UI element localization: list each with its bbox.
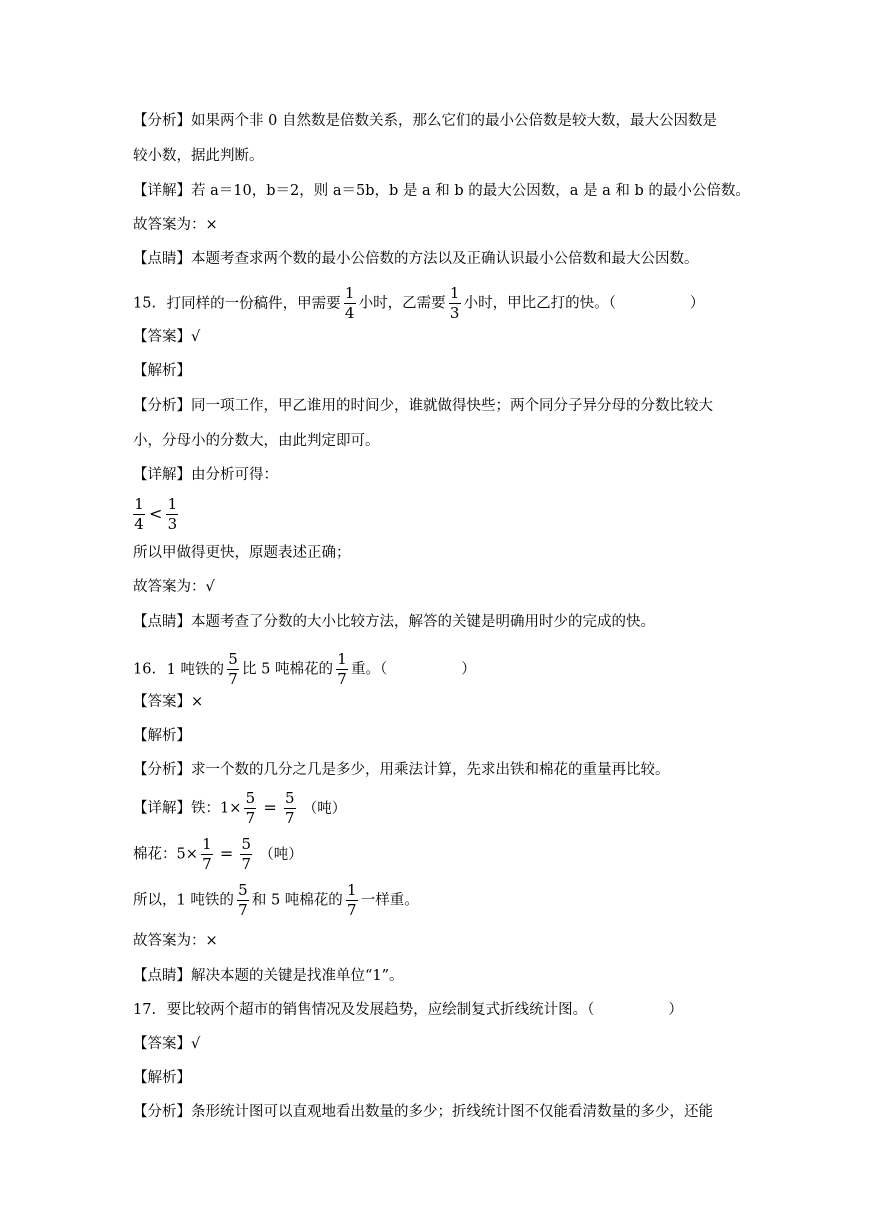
cotton-prefix: 棉花：5× [133, 846, 198, 863]
question-text: 小时，甲比乙打的快。（ [463, 295, 616, 312]
fraction-five-sevenths: $\frac{5}{7}$ [228, 650, 238, 688]
fraction-one-quarter: $\frac{1}{4}$ [344, 284, 355, 322]
analysis-text: 求一个数的几分之几是多少，用乘法计算，先求出铁和棉花的重量再比较。 [191, 762, 670, 778]
analysis-text: 同一项工作，甲乙谁用的时间少，谁就做得快些；两个同分子异分母的分数比较大 [191, 398, 713, 414]
q15-analysis-line-2 [133, 431, 380, 451]
answer-value: √ [191, 329, 201, 345]
question-number: 17. [133, 1002, 157, 1018]
close-paren: ） [461, 661, 476, 678]
q14-conclusion: 故答案为：× [133, 217, 218, 233]
answer-value: × [191, 694, 204, 710]
q15-comparison [133, 496, 181, 533]
q14-detail-line [133, 181, 750, 201]
q16-answer-line [133, 692, 203, 712]
q15-question [133, 285, 704, 322]
q17-jiexi: 【解析】 [133, 1070, 191, 1086]
q14-analysis-line-1 [133, 111, 717, 131]
q14-analysis-line-2 [133, 146, 264, 166]
question-text: 要比较两个超市的销售情况及发展趋势，应绘制复式折线统计图。（ [166, 1002, 595, 1018]
q17-answer-line [133, 1034, 200, 1054]
fraction-one-seventh: $\frac{1}{7}$ [202, 835, 212, 873]
so-text: 和 5 吨棉花的 [251, 892, 343, 909]
comment-tag: 【点睛】 [133, 251, 191, 267]
q16-jiexi: 【解析】 [133, 728, 191, 744]
unit-text: （吨） [302, 800, 347, 817]
analysis-tag: 【分析】 [133, 762, 191, 778]
analysis-tag: 【分析】 [133, 1104, 191, 1120]
equals-sign: = [219, 843, 234, 863]
question-text: 打同样的一份稿件，甲需要 [166, 295, 341, 312]
fraction-five-sevenths: $\frac{5}{7}$ [241, 835, 252, 873]
less-than-sign: < [149, 503, 163, 523]
comment-text: 解决本题的关键是找准单位“1”。 [191, 968, 404, 984]
detail-text: 若 a＝10，b＝2，则 a＝5b，b 是 a 和 b 的最大公因数，a 是 a 和 b 的最小公倍数。 [191, 183, 750, 199]
close-paren: ） [668, 1002, 683, 1018]
so-text: 所以，1 吨铁的 [133, 892, 234, 909]
detail-tag: 【详解】 [133, 183, 191, 199]
q15-so-line: 所以甲做得更快，原题表述正确； [133, 545, 351, 561]
analysis-text: 如果两个非 0 自然数是倍数关系，那么它们的最小公倍数是较大数，最大公因数是 [191, 113, 717, 129]
q15-analysis-line-1 [133, 396, 713, 416]
q14-comment-line [133, 249, 699, 269]
analysis-text: 较小数，据此判断。 [133, 148, 264, 164]
so-text: 一样重。 [360, 892, 419, 909]
comment-tag: 【点睛】 [133, 614, 191, 630]
answer-tag: 【答案】 [133, 329, 191, 345]
comment-text: 本题考查求两个数的最小公倍数的方法以及正确认识最小公倍数和最大公因数。 [191, 251, 699, 267]
answer-tag: 【答案】 [133, 694, 191, 710]
analysis-tag: 【分析】 [133, 113, 191, 129]
answer-value: √ [191, 1036, 201, 1052]
q17-question [133, 1000, 683, 1020]
q15-jiexi: 【解析】 [133, 363, 191, 379]
question-number: 16. [133, 661, 157, 678]
close-paren: ） [689, 295, 705, 312]
fraction-one-third: $\frac{1}{3}$ [167, 495, 178, 533]
q15-detail-line [133, 465, 278, 485]
q15-answer-line [133, 327, 200, 347]
q15-conclusion: 故答案为：√ [133, 579, 215, 595]
question-text: 重。（ [350, 661, 388, 678]
q16-conclusion: 故答案为：× [133, 933, 218, 949]
detail-text: 由分析可得： [191, 467, 278, 483]
equals-sign: = [263, 797, 277, 817]
q16-so-line [133, 882, 419, 919]
q16-question [133, 651, 476, 688]
q17-analysis-line [133, 1102, 713, 1122]
q16-comment-line [133, 966, 404, 986]
comment-text: 本题考查了分数的大小比较方法，解答的关键是明确用时少的完成的快。 [191, 614, 655, 630]
analysis-text: 小，分母小的分数大，由此判定即可。 [133, 433, 380, 449]
unit-text: （吨） [259, 846, 303, 863]
fraction-five-sevenths: $\frac{5}{7}$ [238, 881, 248, 919]
fraction-five-sevenths: $\frac{5}{7}$ [285, 789, 295, 827]
iron-prefix: 铁：1× [191, 800, 242, 817]
question-text: 1 吨铁的 [166, 661, 225, 678]
q15-comment-line [133, 612, 655, 632]
fraction-one-seventh: $\frac{1}{7}$ [337, 650, 347, 688]
detail-tag: 【详解】 [133, 800, 191, 817]
answer-tag: 【答案】 [133, 1036, 191, 1052]
analysis-text: 条形统计图可以直观地看出数量的多少；折线统计图不仅能看清数量的多少，还能 [191, 1104, 713, 1120]
question-number: 15. [133, 295, 157, 312]
fraction-one-third: $\frac{1}{3}$ [449, 284, 460, 322]
q16-detail-cotton [133, 836, 303, 873]
q16-detail-iron [133, 790, 346, 827]
question-text: 比 5 吨棉花的 [242, 661, 333, 678]
fraction-one-seventh: $\frac{1}{7}$ [347, 881, 357, 919]
question-text: 小时，乙需要 [358, 295, 446, 312]
detail-tag: 【详解】 [133, 467, 191, 483]
comment-tag: 【点睛】 [133, 968, 191, 984]
fraction-one-quarter: $\frac{1}{4}$ [134, 495, 144, 533]
fraction-five-sevenths: $\frac{5}{7}$ [245, 789, 256, 827]
analysis-tag: 【分析】 [133, 398, 191, 414]
q16-analysis-line [133, 760, 670, 780]
